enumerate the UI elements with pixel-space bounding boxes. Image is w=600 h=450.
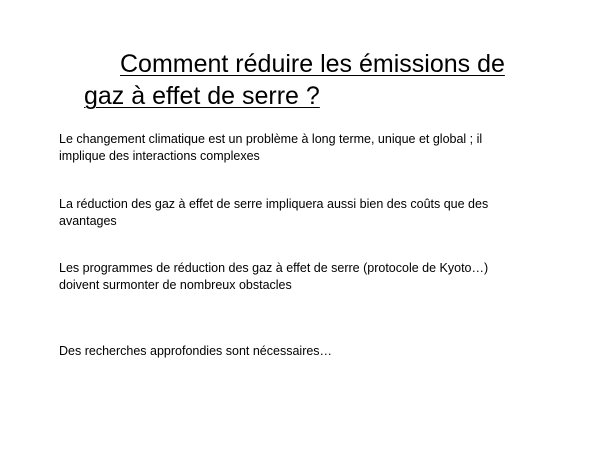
paragraph-long-term-problem: Le changement climatique est un problème à long terme, unique et global ; il implique des interactions complexes xyxy=(59,132,483,163)
paragraph-kyoto-obstacles: Les programmes de réduction des gaz à effet de serre (protocole de Kyoto…) doivent surmonter de nombreux obstacles xyxy=(59,261,489,292)
slide-title-text: Comment réduire les émissions de gaz à effet de serre ? xyxy=(84,50,505,110)
paragraph-costs-benefits: La réduction des gaz à effet de serre impliquera aussi bien des coûts que des avantages xyxy=(59,197,489,228)
paragraph-research-needed: Des recherches approfondies sont nécessaires… xyxy=(59,344,333,358)
slide-title xyxy=(84,48,524,112)
